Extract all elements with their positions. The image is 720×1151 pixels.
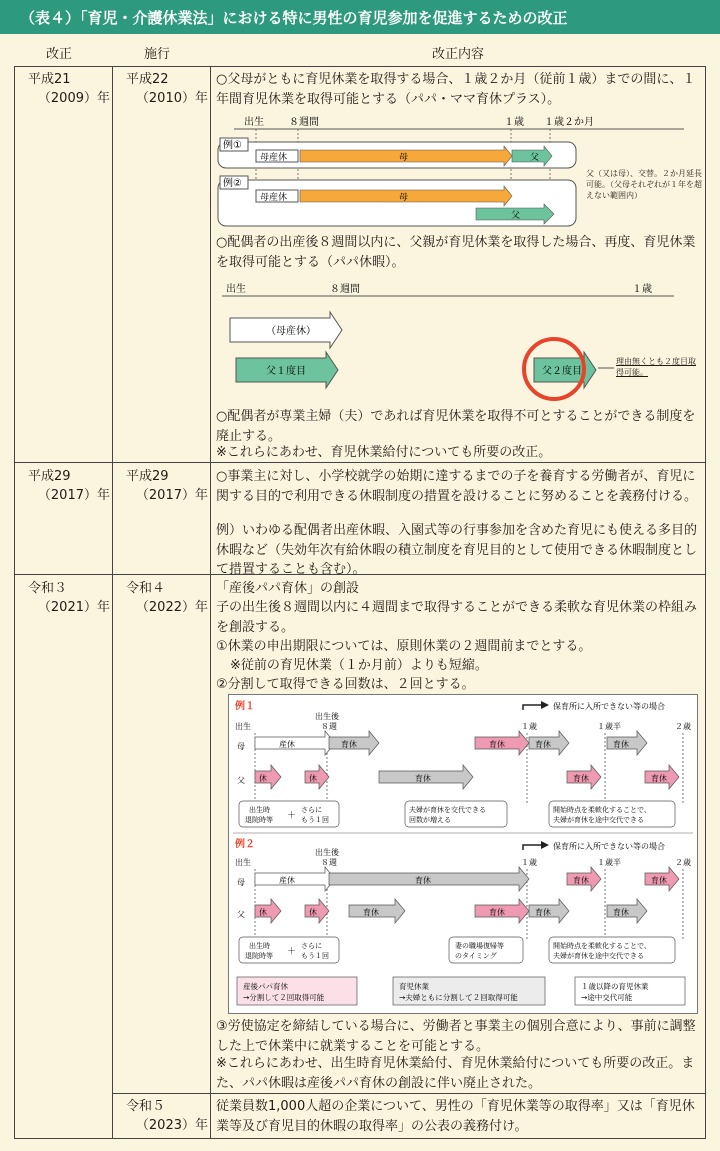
row2-shiko [116, 467, 208, 505]
row1-p1: ○父母がともに育児休業を取得する場合、１歳２か月（従前１歳）までの間に、１年間育児休業を取得可能とする（パパ・ママ育休プラス）。 [216, 72, 696, 107]
d1-father-label: 父 [511, 211, 521, 221]
header-naiyo: 改正内容 [431, 46, 484, 62]
d3-note1-text: 退院時等 [245, 952, 273, 960]
row2-p2: 例）いわゆる配偶者出産休暇、入園式等の行事参加を含めた育児にも使える多目的休暇など（失効年次有給休暇の積立制度を育児目的として使用できる休暇制度として措置することも含む）。 [216, 523, 698, 577]
d3-note1-text: さらに [301, 806, 322, 814]
d3-childcare-label: 育休 [573, 876, 589, 885]
row-divider [112, 1093, 706, 1094]
d3-ex2-label: 例２ [235, 839, 255, 850]
d3-note4-text: のタイミング [455, 952, 497, 960]
d1-birth-label: 出生 [244, 117, 264, 128]
d1-maternity-label: 母産休 [260, 193, 288, 203]
d1-ex2-label: 例② [223, 178, 242, 189]
d2-birth-label: 出生 [226, 284, 246, 295]
column-rule [14, 66, 15, 1138]
shiko-year: （2010）年 [135, 91, 208, 106]
d3-leave-label: 休 [309, 908, 317, 917]
d3-1year-label: １歳 [521, 722, 537, 731]
row2-kaisei [18, 467, 110, 505]
d3-8weeks-label: ８週 [321, 858, 337, 867]
d3-legend-text: １歳以降の育児休業 [581, 982, 649, 991]
d3-1halfyear-label: １歳半 [597, 858, 621, 867]
d2-maternity-label: （母産休） [266, 326, 316, 337]
shiko-era: 平成22 [126, 72, 169, 87]
d3-father-row-label: 父 [237, 910, 245, 919]
d1-maternity-label: 母産休 [260, 153, 288, 163]
row1-p4: ※これらにあわせ、育児休業給付についても所要の改正。 [216, 445, 552, 460]
d3-1halfyear-label: １歳半 [597, 722, 621, 731]
d3-father-row-label: 父 [237, 776, 245, 785]
d3-mother-row-label: 母 [237, 878, 245, 887]
d2-father1-label: 父１度目 [266, 366, 306, 377]
d3-maternity-label: 産休 [279, 740, 295, 749]
d3-birth-label: 出生 [235, 858, 251, 867]
d3-8weeks-label: ８週 [321, 722, 337, 731]
shiko-year: （2017）年 [135, 488, 208, 503]
d3-note4-text: 妻の職場復帰等 [455, 942, 504, 950]
shiko-era: 平成29 [126, 469, 169, 484]
d3-legend-text: →夫婦ともに分割して２回取得可能 [399, 993, 518, 1002]
row1-shiko [116, 70, 208, 108]
kaisei-year: （2017）年 [37, 488, 110, 503]
table-bottom-rule [14, 1138, 706, 1139]
row3-p3: ①休業の申出期限については、原則休業の２週間前までとする。 [216, 639, 592, 654]
shiko-era: 令和４ [126, 581, 166, 596]
d2-note: 理由無くとも２度目取得可能。 [616, 357, 696, 377]
d3-legend-text: 育児休業 [399, 982, 429, 991]
row3-kaisei [18, 579, 110, 617]
diagram-papa-kyuka [214, 280, 704, 405]
row3-p1: 「産後パパ育休」の創設 [216, 581, 360, 596]
d3-plus-icon: ＋ [287, 811, 297, 821]
d3-2year-label: ２歳 [675, 722, 691, 731]
d2-1year-label: １歳 [632, 284, 652, 295]
d3-after-birth-label: 出生後 [315, 848, 339, 857]
d3-ex1-label: 例１ [235, 701, 255, 712]
d3-note2-text: 夫婦が育休を交代できる [409, 806, 486, 814]
d3-note3-text: 夫婦が育休を途中交代できる [553, 952, 644, 960]
page-title: （表４）「育児・介護休業法」における特に男性の育児参加を促進するための改正 [0, 0, 720, 34]
d3-note1-text: 出生時 [249, 806, 270, 814]
d3-mother-row-label: 母 [237, 742, 245, 751]
d3-childcare-label: 育休 [363, 908, 379, 917]
kaisei-year: （2009）年 [37, 91, 110, 106]
row1-p3: ○配偶者が専業主婦（夫）であれば育児休業を取得不可とすることができる制度を廃止する。 [216, 409, 696, 444]
row3-p5: ②分割して取得できる回数は、２回とする。 [216, 677, 475, 692]
d3-1year-label: １歳 [521, 858, 537, 867]
d3-note1-text: もう１回 [301, 952, 329, 960]
d1-father-label: 父 [530, 153, 540, 163]
shiko-era: 令和５ [126, 1099, 166, 1114]
header-shiko: 施行 [143, 46, 170, 62]
shiko-year: （2023）年 [135, 1118, 208, 1133]
d3-childcare-label: 育休 [573, 774, 589, 783]
row1-p2: ○配偶者の出産後８週間以内に、父親が育児休業を取得した場合、再度、育児休業を取得可能とする（パパ休暇）。 [216, 235, 696, 270]
d1-1year-label: １歳 [504, 117, 524, 128]
d1-mother-label: 母 [399, 153, 409, 163]
kaisei-era: 令和３ [28, 581, 68, 596]
row3-shiko [116, 579, 208, 617]
d1-note: 父（又は母）、交替。２か月延長可能。（父母それぞれが１年を超えない範囲内） [586, 169, 702, 200]
d3-leave-label: 休 [259, 908, 267, 917]
d1-mother-label: 母 [399, 193, 409, 203]
shiko-year: （2022）年 [135, 600, 208, 615]
d3-legend-text: 産後パパ育休 [243, 982, 288, 991]
d3-birth-label: 出生 [235, 722, 251, 731]
d3-childcare-label: 育休 [651, 876, 667, 885]
diagram-papa-mama-plus [214, 112, 704, 232]
d3-hoiku-note: 保育所に入所できない等の場合 [553, 702, 665, 711]
d1-1year2m-label: １歳２か月 [544, 117, 594, 128]
row3-p7: ※これらにあわせ、出生時育児休業給付、育児休業給付についても所要の改正。また、パパ休暇は産後パパ育休の創設に伴い廃止された。 [216, 1056, 695, 1091]
row1-kaisei [18, 70, 110, 108]
d3-childcare-label: 育休 [341, 740, 357, 749]
header-rule [14, 66, 706, 67]
column-rule [705, 66, 706, 1138]
d3-note3-text: 夫婦が育休を途中交代できる [553, 816, 644, 824]
d1-8weeks-label: ８週間 [289, 117, 319, 128]
d3-hoiku-note: 保育所に入所できない等の場合 [553, 842, 665, 851]
row3-p6: ③労使協定を締結している場合に、労働者と事業主の個別合意により、事前に調整した上で休業中に就業することを可能とする。 [216, 1019, 696, 1054]
d3-note3-text: 開始時点を柔軟化することで、 [553, 942, 651, 950]
kaisei-era: 平成29 [28, 469, 71, 484]
d3-2year-label: ２歳 [675, 858, 691, 867]
row4-shiko [116, 1097, 208, 1135]
row3-p4: ※従前の育児休業（１か月前）よりも短縮。 [230, 658, 488, 673]
d3-childcare-label: 育休 [489, 908, 505, 917]
kaisei-year: （2021）年 [37, 600, 110, 615]
d3-childcare-label: 育休 [535, 740, 551, 749]
d3-leave-label: 休 [259, 774, 267, 783]
d1-ex1-label: 例① [223, 140, 242, 151]
row4-p1: 従業員数1,000人超の企業について、男性の「育児休業等の取得率」又は「育児休業等及び育児目的休暇の取得率」の公表の義務付け。 [216, 1099, 695, 1134]
column-rule [112, 66, 113, 1138]
column-rule [210, 66, 211, 1138]
d3-note1-text: 出生時 [249, 942, 270, 950]
d3-legend-text: →途中交代可能 [581, 993, 633, 1002]
d3-legend-text: →分割して２回取得可能 [243, 993, 325, 1002]
d2-father2-label: 父２度目 [542, 366, 582, 377]
d2-8weeks-label: ８週間 [330, 284, 360, 295]
d3-note3-text: 開始時点を柔軟化することで、 [553, 806, 651, 814]
d3-note1-text: もう１回 [301, 816, 329, 824]
d3-childcare-label: 育休 [415, 876, 431, 885]
d3-childcare-label: 育休 [613, 740, 629, 749]
d3-note2-text: 回数が増える [409, 816, 451, 824]
d3-note1-text: 退院時等 [245, 816, 273, 824]
d3-childcare-label: 育休 [613, 908, 629, 917]
d3-note1-text: さらに [301, 942, 322, 950]
d3-childcare-label: 育休 [415, 774, 431, 783]
row3-p2: 子の出生後８週間以内に４週間まで取得することができる柔軟な育児休業の枠組みを創設する。 [216, 600, 698, 635]
d3-childcare-label: 育休 [535, 908, 551, 917]
d3-after-birth-label: 出生後 [315, 712, 339, 721]
kaisei-era: 平成21 [28, 72, 71, 87]
header-kaisei: 改正 [45, 46, 72, 62]
d3-plus-icon: ＋ [287, 947, 297, 957]
d3-maternity-label: 産休 [279, 876, 295, 885]
row2-p1: ○事業主に対し、小学校就学の始期に達するまでの子を養育する労働者が、育児に関する目的で利用できる休暇制度の措置を設けることに努めることを義務付ける。 [216, 469, 698, 504]
d3-childcare-label: 育休 [651, 774, 667, 783]
d3-childcare-label: 育休 [489, 740, 505, 749]
diagram-sango-papa [228, 694, 698, 1014]
d3-leave-label: 休 [309, 774, 317, 783]
